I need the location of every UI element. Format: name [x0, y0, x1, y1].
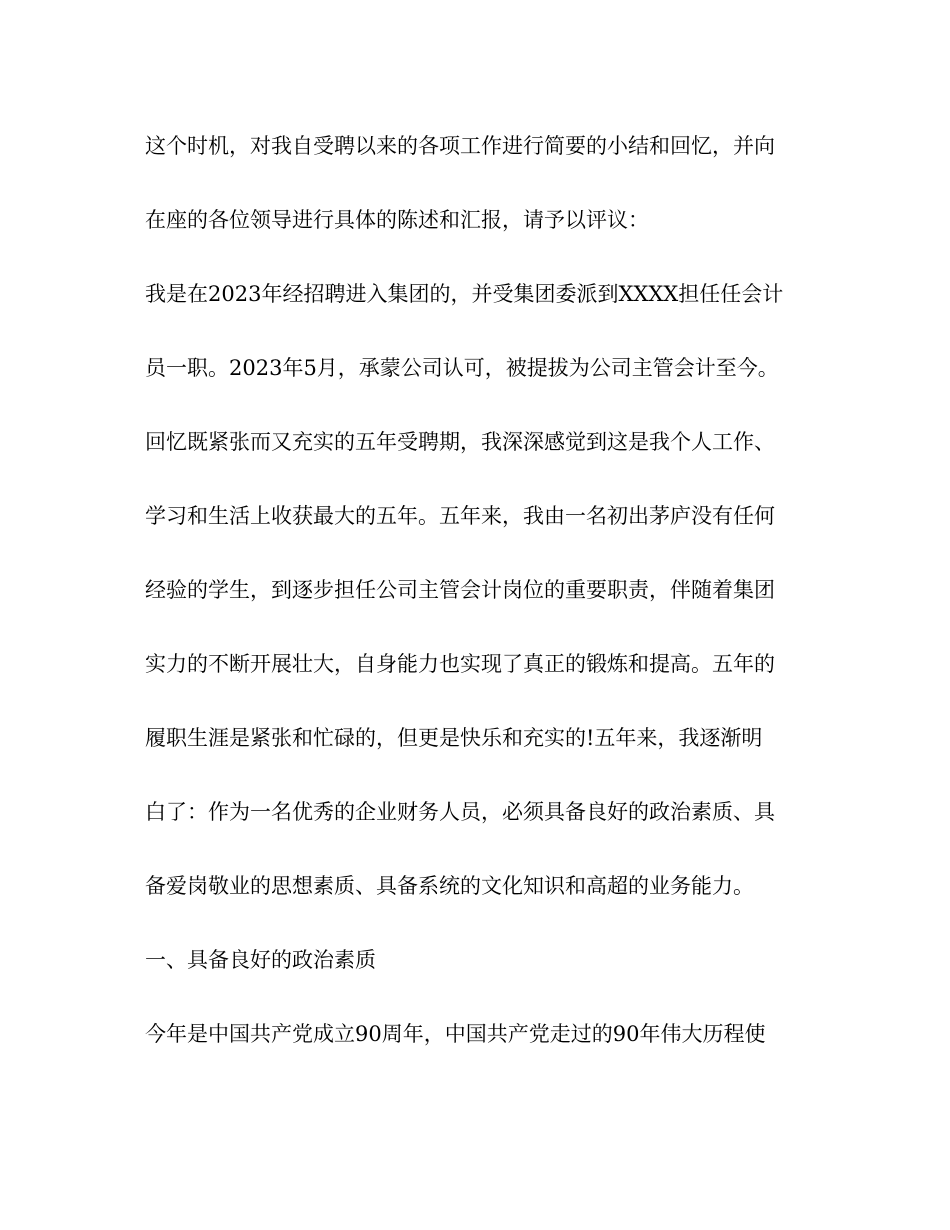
- section-heading: 一、具备良好的政治素质: [145, 948, 376, 972]
- body-line-10: 白了：作为一名优秀的企业财务人员，必须具备良好的政治素质、具: [145, 800, 775, 824]
- body-line-9: 履职生涯是紧张和忙碌的，但更是快乐和充实的!五年来，我逐渐明: [145, 726, 763, 750]
- body-line-7: 经验的学生，到逐步担任公司主管会计岗位的重要职责，伴随着集团: [145, 578, 775, 602]
- document-body: [145, 131, 815, 1093]
- body-line-3: 我是在2023年经招聘进入集团的，并受集团委派到XXXX担任任会计: [145, 282, 784, 306]
- body-line-5: 回忆既紧张而又充实的五年受聘期，我深深感觉到这是我个人工作、: [145, 430, 775, 454]
- body-line-4: 员一职。2023年5月，承蒙公司认可，被提拔为公司主管会计至今。: [145, 356, 779, 380]
- body-line-13: 今年是中国共产党成立90周年，中国共产党走过的90年伟大历程使: [145, 1022, 766, 1046]
- body-line-6: 学习和生活上收获最大的五年。五年来，我由一名初出茅庐没有任何: [145, 504, 775, 528]
- body-line-8: 实力的不断开展壮大，自身能力也实现了真正的锻炼和提高。五年的: [145, 652, 775, 676]
- body-line-1: 这个时机，对我自受聘以来的各项工作进行简要的小结和回忆，并向: [145, 134, 775, 158]
- body-line-11: 备爱岗敬业的思想素质、具备系统的文化知识和高超的业务能力。: [145, 874, 754, 898]
- body-line-2: 在座的各位领导进行具体的陈述和汇报，请予以评议：: [145, 208, 649, 232]
